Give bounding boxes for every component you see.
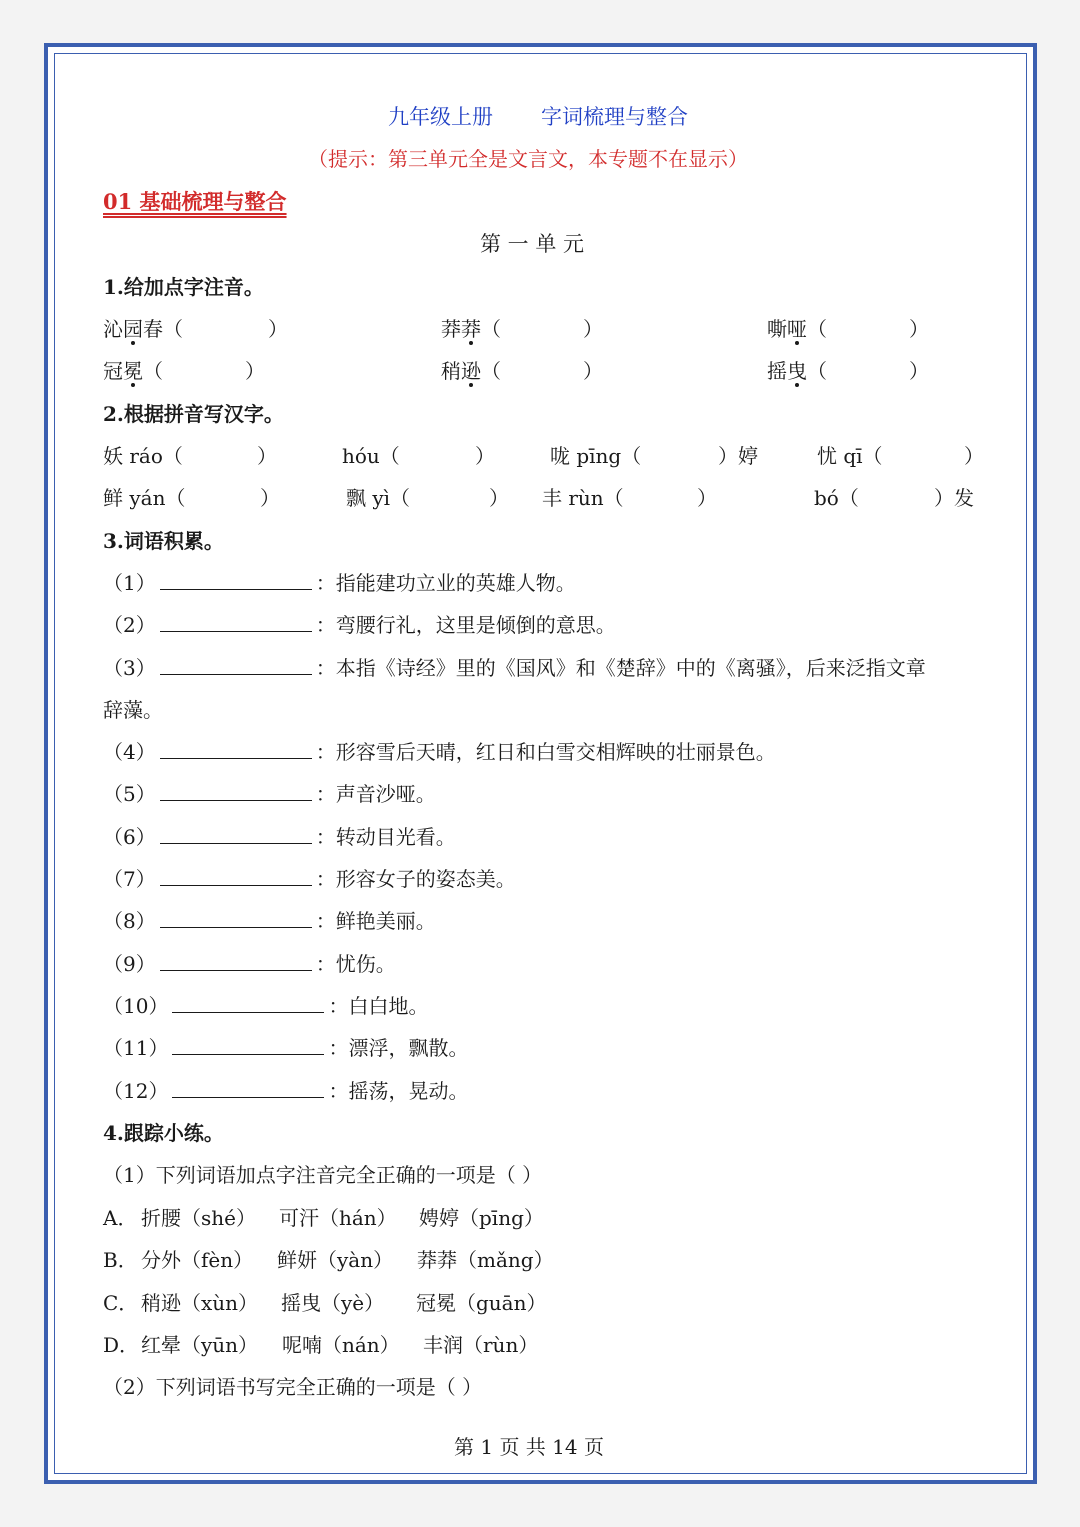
- unit-title: 第 一 单 元: [480, 232, 585, 256]
- q2-item: hóu（: [342, 444, 400, 468]
- grade-title: 九年级上册: [388, 105, 493, 129]
- q4-subquestion-1: （1）下列词语加点字注音完全正确的一项是（ ）: [103, 1163, 543, 1187]
- answer-blank[interactable]: [172, 992, 324, 1013]
- answer-blank[interactable]: [160, 865, 312, 886]
- q3-item: （9） ：忧伤。: [103, 952, 396, 976]
- q2-close-paren: ）: [964, 444, 984, 468]
- q2-item: 鲜 yán（: [103, 486, 186, 510]
- option-word: 鲜妍（yàn）: [277, 1248, 394, 1272]
- option-letter[interactable]: D．: [103, 1333, 140, 1357]
- option-word: 分外（fèn）: [141, 1248, 254, 1272]
- q3-item: （6） ：转动目光看。: [103, 825, 456, 849]
- q3-item: （7） ：形容女子的姿态美。: [103, 867, 516, 891]
- q3-item: （10） ：白白地。: [103, 994, 429, 1018]
- q1-item: 冠冕（: [103, 359, 163, 383]
- q2-item: 飘 yì（: [346, 486, 411, 510]
- q2-close-paren: ）: [475, 444, 495, 468]
- q2-close-paren: ）婷: [718, 444, 758, 468]
- q2-close-paren: ）: [257, 444, 277, 468]
- option-word: 丰润（rùn）: [423, 1333, 539, 1357]
- q2-close-paren: ）: [489, 486, 509, 510]
- option-word: 冠冕（guān）: [416, 1291, 547, 1315]
- q3-item: （4） ：形容雪后天晴，红日和白雪交相辉映的壮丽景色。: [103, 740, 776, 764]
- q1-title: 1.给加点字注音。: [103, 275, 264, 299]
- option-word: 可汗（hán）: [279, 1206, 397, 1230]
- q4-title: 4.跟踪小练。: [103, 1121, 224, 1145]
- tip-note: （提示：第三单元全是文言文，本专题不在显示）: [308, 147, 748, 171]
- answer-blank[interactable]: [160, 950, 312, 971]
- q3-item-continuation: 辞藻。: [103, 698, 163, 722]
- answer-blank[interactable]: [160, 569, 312, 590]
- q2-title: 2.根据拼音写汉字。: [103, 402, 284, 426]
- q1-item: 嘶哑（: [767, 317, 827, 341]
- option-word: 红晕（yūn）: [141, 1333, 259, 1357]
- q3-item: （11） ：漂浮，飘散。: [103, 1036, 469, 1060]
- q3-title: 3.词语积累。: [103, 529, 224, 553]
- option-word: 娉婷（pīng）: [419, 1206, 544, 1230]
- q2-item: 妖 ráo（: [103, 444, 183, 468]
- answer-blank[interactable]: [172, 1077, 324, 1098]
- q2-close-paren: ）: [697, 486, 717, 510]
- answer-blank[interactable]: [160, 654, 312, 675]
- q1-item: 沁园春（: [103, 317, 183, 341]
- answer-blank[interactable]: [160, 907, 312, 928]
- option-letter[interactable]: B．: [103, 1248, 138, 1272]
- q3-item: （1） ：指能建功立业的英雄人物。: [103, 571, 576, 595]
- q4-subquestion-2: （2）下列词语书写完全正确的一项是（ ）: [103, 1375, 483, 1399]
- option-word: 折腰（shé）: [141, 1206, 256, 1230]
- q1-close-paren: ）: [909, 317, 929, 341]
- q1-item: 摇曳（: [767, 359, 827, 383]
- option-word: 呢喃（nán）: [282, 1333, 400, 1357]
- option-letter[interactable]: C．: [103, 1291, 139, 1315]
- topic-title: 字词梳理与整合: [541, 105, 688, 129]
- q1-close-paren: ）: [583, 359, 603, 383]
- option-word: 摇曳（yè）: [281, 1291, 385, 1315]
- q2-close-paren: ）: [260, 486, 280, 510]
- q3-item: （8） ：鲜艳美丽。: [103, 909, 436, 933]
- q3-item: （5） ：声音沙哑。: [103, 782, 436, 806]
- q3-item: （3） ：本指《诗经》里的《国风》和《楚辞》中的《离骚》，后来泛指文章: [103, 656, 926, 680]
- q3-item: （12） ：摇荡，晃动。: [103, 1079, 469, 1103]
- option-letter[interactable]: A．: [103, 1206, 138, 1230]
- q2-item: bó（: [814, 486, 859, 510]
- option-word: 稍逊（xùn）: [141, 1291, 259, 1315]
- q1-close-paren: ）: [268, 317, 288, 341]
- q2-item: 咙 pīng（: [550, 444, 642, 468]
- q1-item: 稍逊（: [441, 359, 501, 383]
- q1-close-paren: ）: [245, 359, 265, 383]
- section-heading: 01 基础梳理与整合: [103, 189, 287, 214]
- q3-item: （2） ：弯腰行礼，这里是倾倒的意思。: [103, 613, 616, 637]
- q2-item: 忧 qī（: [817, 444, 883, 468]
- q2-item: 丰 rùn（: [542, 486, 624, 510]
- answer-blank[interactable]: [160, 780, 312, 801]
- q1-item: 莽莽（: [441, 317, 501, 341]
- answer-blank[interactable]: [172, 1034, 324, 1055]
- q2-close-paren: ）发: [934, 486, 974, 510]
- answer-blank[interactable]: [160, 738, 312, 759]
- q1-close-paren: ）: [583, 317, 603, 341]
- answer-blank[interactable]: [160, 823, 312, 844]
- option-word: 莽莽（mǎng）: [417, 1248, 554, 1272]
- q1-close-paren: ）: [909, 359, 929, 383]
- answer-blank[interactable]: [160, 611, 312, 632]
- page-footer: 第 1 页 共 14 页: [454, 1435, 604, 1459]
